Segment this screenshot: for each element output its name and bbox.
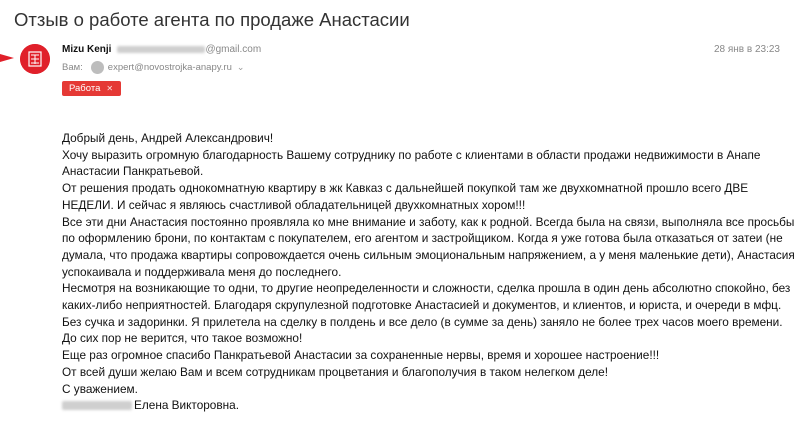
label-badge-text: Работа <box>69 83 101 94</box>
email-subject: Отзыв о работе агента по продаже Анастасии <box>14 9 410 30</box>
body-line: Добрый день, Андрей Александрович! <box>62 131 274 145</box>
body-line: НЕДЕЛИ. И сейчас я являюсь счастливой обладательницей двухкомнатных хором!!! <box>62 197 526 212</box>
recipient-avatar-icon <box>91 61 104 74</box>
recipient-row <box>62 61 244 74</box>
sender-row <box>62 44 261 55</box>
email-date: 28 янв в 23:23 <box>713 44 780 55</box>
body-line: До сих пор не верится, что такое возможно! <box>62 331 303 346</box>
email-body <box>62 130 795 414</box>
to-label: Вам: <box>62 62 83 73</box>
sender-domain: @gmail.com <box>205 44 262 55</box>
important-marker-icon <box>0 54 14 62</box>
body-line: С уважением. <box>62 381 138 396</box>
chevron-down-icon[interactable]: ⌄ <box>236 62 245 72</box>
body-line: каких-либо неприятностей. Благодаря скрупулезной подготовке Анастасией и документов, и клиентов, и юриста, и очереди в мфц. <box>62 298 782 313</box>
body-line: Несмотря на возникающие то одни, то другие неопределенности и сложности, сделка прошла в один день абсолютно спокойно, без <box>62 281 791 296</box>
body-line: Анастасии Панкратьевой. <box>62 164 204 179</box>
body-line: От решения продать однокомнатную квартиру в жк Кавказ с дальнейшей покупкой там же двухкомнатной прошло всего ДВЕ <box>62 181 749 196</box>
seal-avatar-icon <box>20 44 50 74</box>
redacted-name <box>62 401 132 410</box>
close-icon[interactable]: ✕ <box>106 84 114 93</box>
body-line: Хочу выразить огромную благодарность Вашему сотруднику по работе с клиентами в области продажи недвижимости в Анапе <box>62 147 761 162</box>
sender-name[interactable]: Mizu Kenji <box>62 44 112 55</box>
sender-avatar[interactable] <box>20 44 50 74</box>
signature: Елена Викторовна. <box>134 398 239 413</box>
body-line: думала, что продажа квартиры сопровождается очень сильным эмоциональным напряжением, а у меня маленькие дети), Анастасия <box>62 247 795 262</box>
body-line: Без сучка и задоринки. Я прилетела на сделку в полдень и все дело (в сумме за день) заняло не более трех часов моего времени. <box>62 314 783 329</box>
body-line: Все эти дни Анастасия постоянно проявляла ко мне внимание и заботу, как к родной. Всегда была на связи, выполняла все просьбы <box>62 214 795 229</box>
body-line: успокаивала и поддерживала меня до последнего. <box>62 264 342 279</box>
redacted-email <box>117 46 205 53</box>
body-line: Еще раз огромное спасибо Панкратьевой Анастасии за сохраненные нервы, время и хорошее настроение!!! <box>62 348 660 363</box>
recipient-email[interactable]: expert@novostrojka-anapy.ru <box>107 62 232 73</box>
label-badge[interactable] <box>62 81 121 96</box>
body-line: по оформлению брони, по контактам с покупателем, его агентом и застройщиком. Когда я уже готова была отказаться от затеи (не <box>62 231 783 246</box>
body-line: От всей души желаю Вам и всем сотрудникам процветания и благополучия в таком нелегком деле! <box>62 364 609 379</box>
signature-line <box>62 397 790 414</box>
